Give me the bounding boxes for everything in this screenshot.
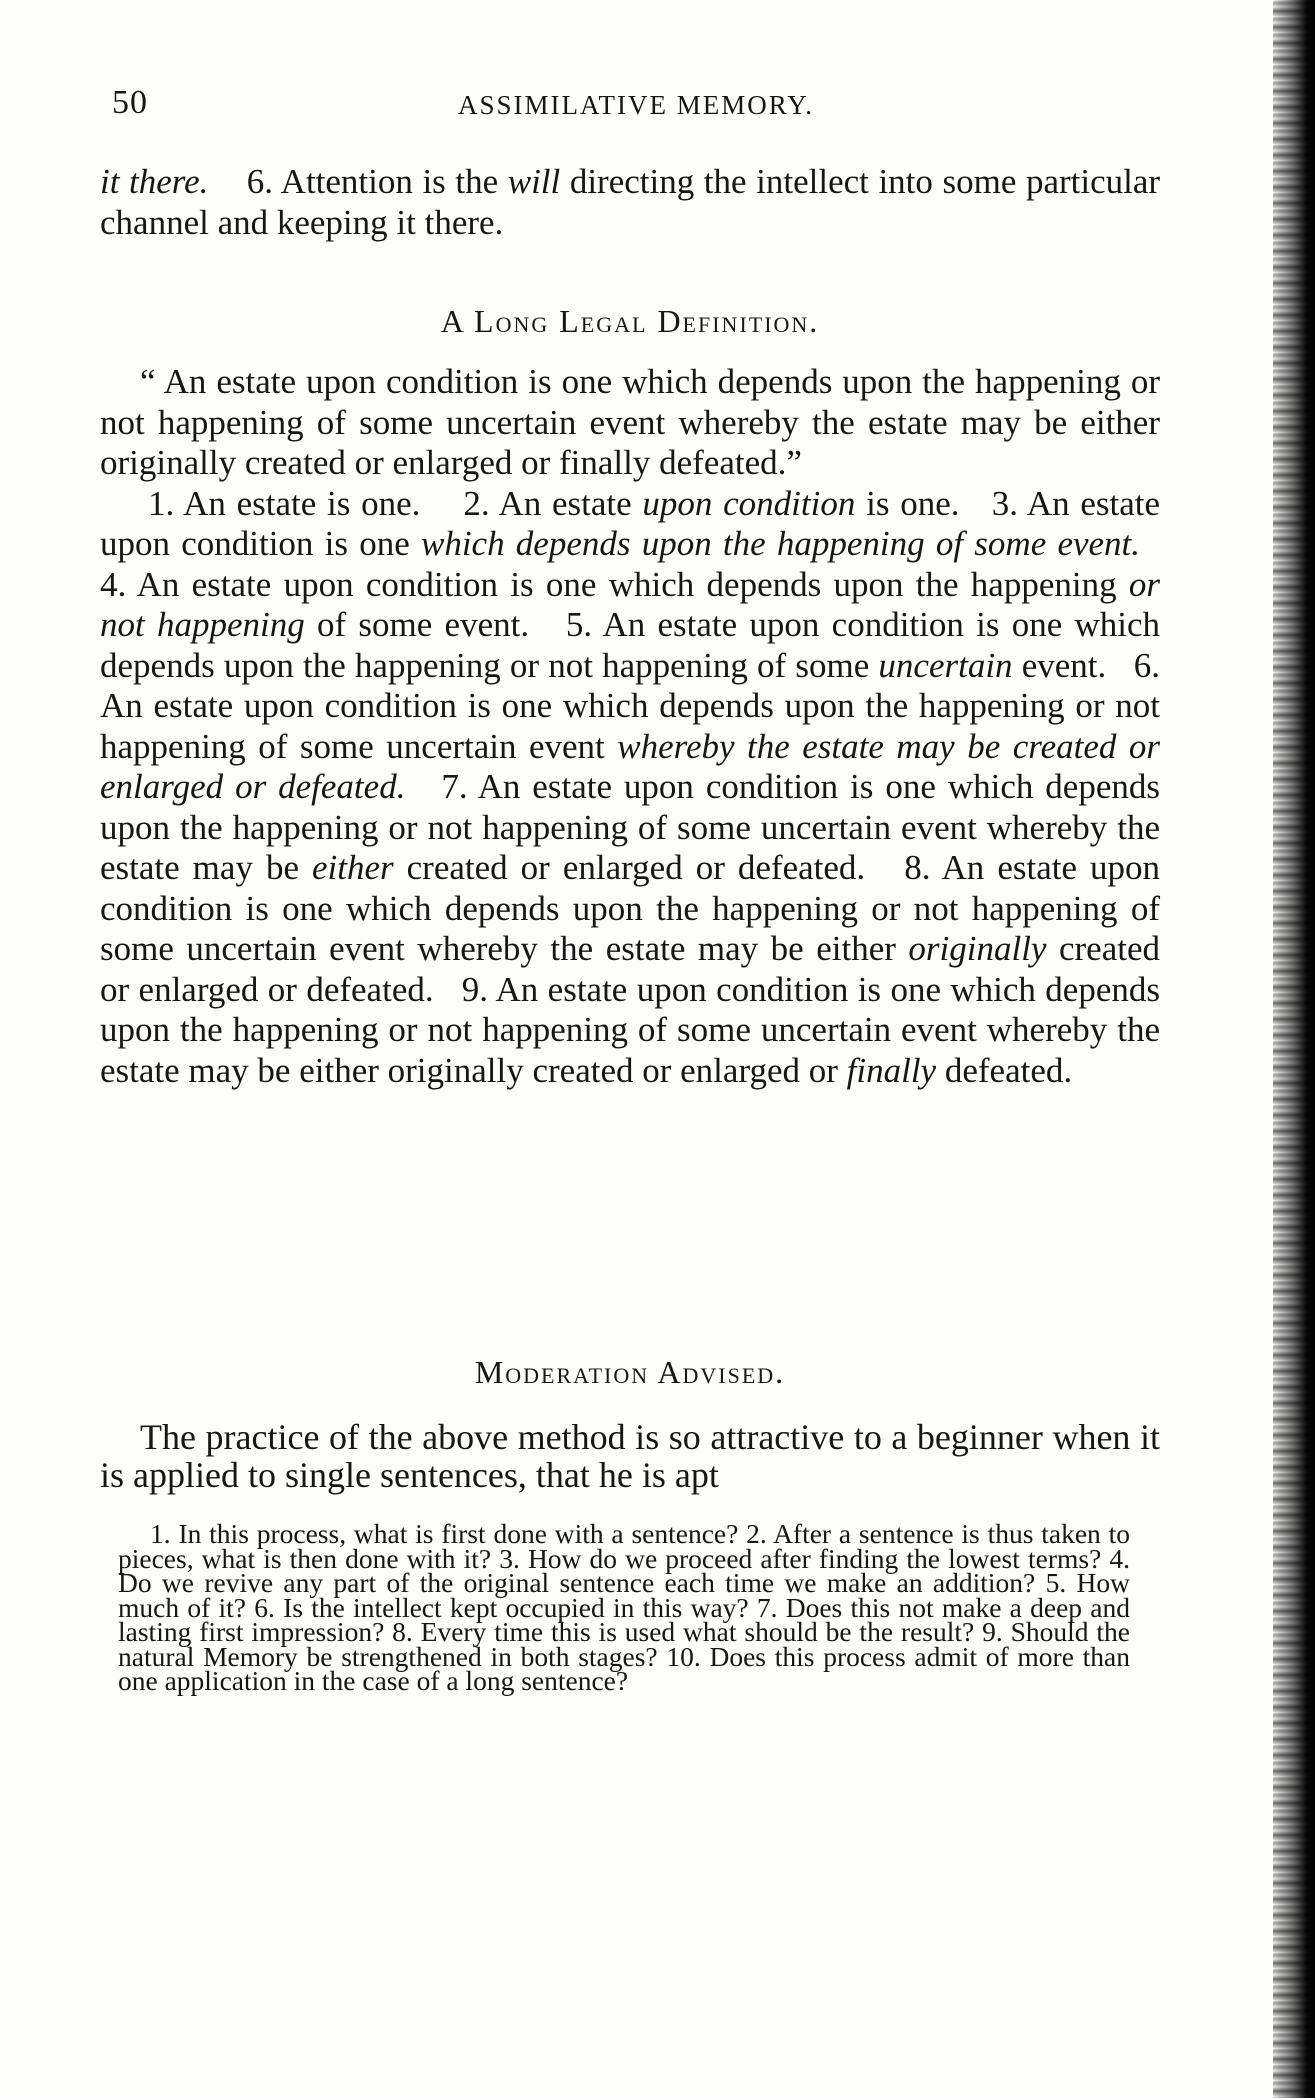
step-8-after: created or enlarged or defeated. — [100, 929, 1160, 1009]
step-6-emphasis-legal: whereby the estate may be created or enlarged or defeated. — [100, 726, 1160, 806]
step-6-text-after: directing the intellect into some particular channel and keeping it there. — [100, 162, 1161, 242]
step-1: 1. An estate is one. — [148, 483, 421, 523]
page-number: 50 — [112, 84, 148, 121]
review-questions-footnote: 1. In this process, what is first done with a sentence? 2. After a sentence is thus taken to pieces, what is then done with it? 3. How do we proceed after finding the lowest terms? 4. Do we revive any part of the original sentence each time we make an addition? 5. How much of it? 6. Is the intellect kept occupied in this way? 7. Does this not make a deep and lasting first impression? 8. Every time this is used what should be the result? 9. Should the natural Memory be strengthened in both stages? 10. Does this process admit of more than one application in the case of a long sentence? — [118, 1518, 1130, 1696]
step-9-after: defeated. — [936, 1050, 1073, 1090]
step-2-after: is one. — [855, 483, 960, 523]
heading-moderation-advised: Moderation Advised. — [474, 1354, 786, 1390]
heading-long-legal-definition: A Long Legal Definition. — [440, 303, 820, 339]
step-6-text-before: 6. Attention is the — [246, 162, 508, 201]
moderation-text: The practice of the above method is so attractive to a beginner when it is applied to single sentences, that he is apt — [100, 1417, 1160, 1495]
step-5-before: 5. An estate upon condition is one which depends upon the happening or not happening of some — [100, 605, 1161, 685]
step-7-before: 7. An estate upon condition is one which depends upon the happening or not happening of some uncertain event whereby the estate may be — [100, 767, 1160, 887]
legal-definition-body — [100, 362, 1160, 1091]
legal-definition-quote: “ An estate upon condition is one which depends upon the happening or not happening of some uncertain event whereby the estate may be either originally created or enlarged or finally defeated.” — [100, 362, 1160, 482]
step-9-emphasis: finally — [846, 1050, 937, 1090]
page-binding-shadow — [1273, 0, 1315, 2098]
step-4-emphasis: or not happening — [100, 564, 1160, 644]
running-title: ASSIMILATIVE MEMORY. — [457, 90, 815, 120]
step-6-before: 6. An estate upon condition is one which depends upon the happening or not happening of some uncertain event — [100, 645, 1161, 766]
step-2-before: 2. An estate — [463, 483, 643, 523]
step-3-emphasis: which depends upon the happening of some event. — [420, 524, 1141, 563]
continuation-paragraph — [100, 162, 1160, 243]
step-2-emphasis: upon condition — [642, 483, 856, 523]
moderation-paragraph — [100, 1418, 1160, 1494]
step-7-emphasis: either — [312, 848, 394, 887]
step-4-before: 4. An estate upon condition is one which depends upon the happening — [100, 564, 1129, 604]
step-9-before: 9. An estate upon condition is one which depends upon the happening or not happening of some uncertain event whereby the estate may be either originally created or enlarged or — [100, 969, 1160, 1090]
step-6-emphasis: will — [507, 162, 561, 201]
continuation-lead: it there. — [100, 162, 209, 201]
step-7-after: created or enlarged or defeated. — [393, 848, 866, 887]
step-3-before: 3. An estate upon condition is one — [100, 483, 1160, 563]
step-5-emphasis: uncertain — [878, 645, 1013, 685]
step-8-emphasis: originally — [908, 929, 1047, 968]
step-4-after: of some event. — [304, 605, 530, 644]
legal-definition-steps — [100, 484, 1160, 1092]
page-header — [112, 84, 1160, 134]
step-5-after: event. — [1012, 645, 1107, 685]
step-8-before: 8. An estate upon condition is one which depends upon the happening or not happening of some uncertain event whereby the estate may be either — [100, 848, 1161, 968]
